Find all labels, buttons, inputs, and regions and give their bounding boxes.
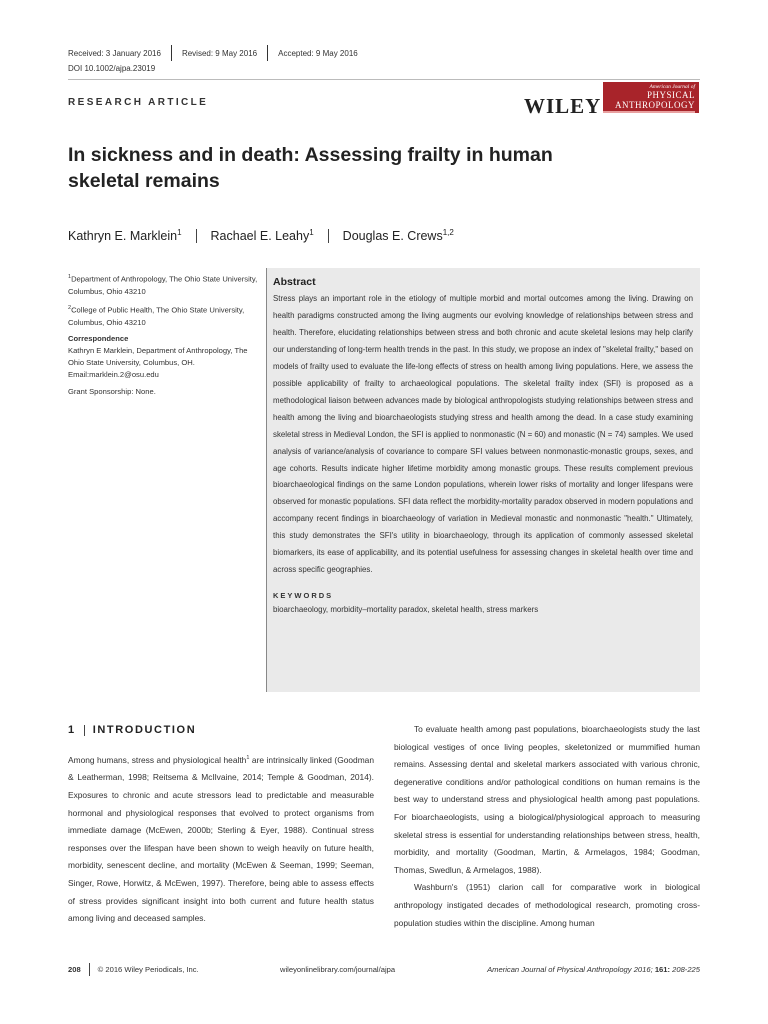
keywords: bioarchaeology, morbidity–mortality paradox, skeletal health, stress markers [273,605,539,615]
correspondence-heading: Correspondence [68,333,129,343]
author-divider [196,229,197,243]
footer-divider [89,963,90,976]
date-divider [267,45,268,61]
journal-logo-stripe [603,111,695,113]
section-divider [84,725,85,736]
copyright: © 2016 Wiley Periodicals, Inc. [97,965,199,974]
abstract-heading: Abstract [273,276,316,288]
keywords-heading: KEYWORDS [273,591,334,601]
correspondence-email[interactable]: Email:marklein.2@osu.edu [68,370,159,380]
author-divider [328,229,329,243]
journal-url[interactable]: wileyonlinelibrary.com/journal/ajpa [280,965,396,974]
body-column-right [394,721,700,932]
abstract-text: Stress plays an important role in the etiology of multiple morbid and mortal outcomes among the living. Drawing on health paradigms constructed among the living augments our evolving knowledge of relationships between stress and health. Therefore, elucidating relationships between stress and both chronic and acute skeletal lesions may help clarify our understanding of long-term health trends in the past. In this study, we propose an index of "skeletal frailty," based on models of frailty used to evaluate the life-long effects of stress on health among living populations. Here, we assess the possible applicability of frailty to archaeological populations. The skeletal frailty index (SFI) is proposed as a methodological liaison between advances made by biological anthropologists studying relationships between stress and health among the living and bioarchaeologists studying stress and health among the dead. In a case study examining skeletal stress in Medieval London, the SFI is applied to nonmonastic (N = 60) and monastic (N = 74) samples. We used analysis of variance/analysis of covariance to compare SFI values between nonmonastic-monastic groups, sexes, and age cohorts. Results indicate higher lifetime morbidity among monastic groups. These results complement previous bioarchaeological findings on the same London populations, wherein lower risks of mortality and longer lifespans were observed for monastic populations. SFI data reflect the morbidity-mortality paradox observed in modern populations and accompany recent findings in bioarchaeology of variation in Medieval monastic and nonmonastic "health." Ultimately, this study demonstrates the SFI's utility in bioarchaeology, through its application of commonly assessed skeletal biomarkers, its ease of applicability, and its potential usefulness for assessing changes in skeletal health over time and across specific geographies. [273,294,693,575]
author-list [68,228,454,243]
grant-sponsorship: Grant Sponsorship: None. [68,386,156,396]
paragraph: Washburn's (1951) clarion call for comparative work in biological anthropology instigated decades of methodological research, promoting cross-population studies within the discipline. Among human [394,882,700,928]
date-divider [171,45,172,61]
section-number: 1 [68,724,76,736]
paragraph: Among humans, stress and physiological health$^1$ are intrinsically linked (Goodman & Leatherman, 1998; Reitsema & McIlvaine, 2014; Temple & Goodman, 2014). Exposures to chronic and acute stressors lead to predictable and measurable hormonal and physiological responses that evolved to protect organisms from immediate damage (McEwen, 2000b; Sterling & Eyer, 1988). Continual stress responses over the lifespan have been shown to weigh heavily on future health, morbidity, senescent decline, and mortality (McEwen & Seeman, 1999; Seeman, Singer, Rowe, Horwitz, & McEwen, 1997). Therefore, being able to assess effects of stress provides significant insight into both current and future health status among living and deceased samples. [68,754,374,924]
article-dates [68,45,358,61]
affiliation-2: $^2$College of Public Health, The Ohio State University, Columbus, Ohio 43210 [68,304,245,327]
author-2[interactable]: Rachael E. Leahy$^1$ [210,228,314,244]
article-type: RESEARCH ARTICLE [68,97,209,108]
citation: American Journal of Physical Anthropology 2016; 161: 208-225 [487,965,700,974]
article-title: In sickness and in death: Assessing frailty in human skeletal remains [68,144,553,192]
section-heading [68,724,196,736]
accepted-date: Accepted: 9 May 2016 [278,48,358,58]
journal-logo-line2: PHYSICAL [646,90,695,100]
publisher-logo[interactable]: WILEY [524,94,602,118]
received-date: Received: 3 January 2016 [68,48,161,58]
page-number: 208 [68,965,81,974]
abstract-box [266,268,700,692]
doi[interactable]: DOI 10.1002/ajpa.23019 [68,64,156,73]
affiliation-1: $^1$Department of Anthropology, The Ohio State University, Columbus, Ohio 43210 [68,274,258,296]
journal-logo-line1: American Journal of [649,84,695,90]
header-rule [68,79,700,80]
footnote-marker[interactable]: 1 [246,755,250,761]
section-title: INTRODUCTION [92,724,197,736]
page-footer [68,963,700,976]
affiliations [68,271,258,398]
journal-logo[interactable] [603,82,699,113]
author-3[interactable]: Douglas E. Crews$^{1,2}$ [342,228,454,244]
paragraph: To evaluate health among past populations, bioarchaeologists study the last biological vestiges of once living peoples, skeletonized or mummified human remains. Assessing dental and skeletal markers associated with various chronic, degenerative conditions and/or pathological conditions on human remains is the best way to understand stress and physiological health among past populations. For bioarchaeologists, using a biological/physiological approach to measuring skeletal stress is essential for understanding relationships between stress, health, morbidity, and mortality (Goodman, Martin, & Armelagos, 1984; Goodman, Thomas, Swedlun, & Armelagos, 1988). [394,724,700,875]
correspondence-address: Kathryn E Marklein, Department of Anthropology, The Ohio State University, Columbus, OH. [68,346,248,368]
body-column-left [68,750,374,928]
author-1[interactable]: Kathryn E. Marklein$^1$ [68,228,182,244]
journal-logo-line3: ANTHROPOLOGY [615,100,695,110]
revised-date: Revised: 9 May 2016 [181,48,258,58]
